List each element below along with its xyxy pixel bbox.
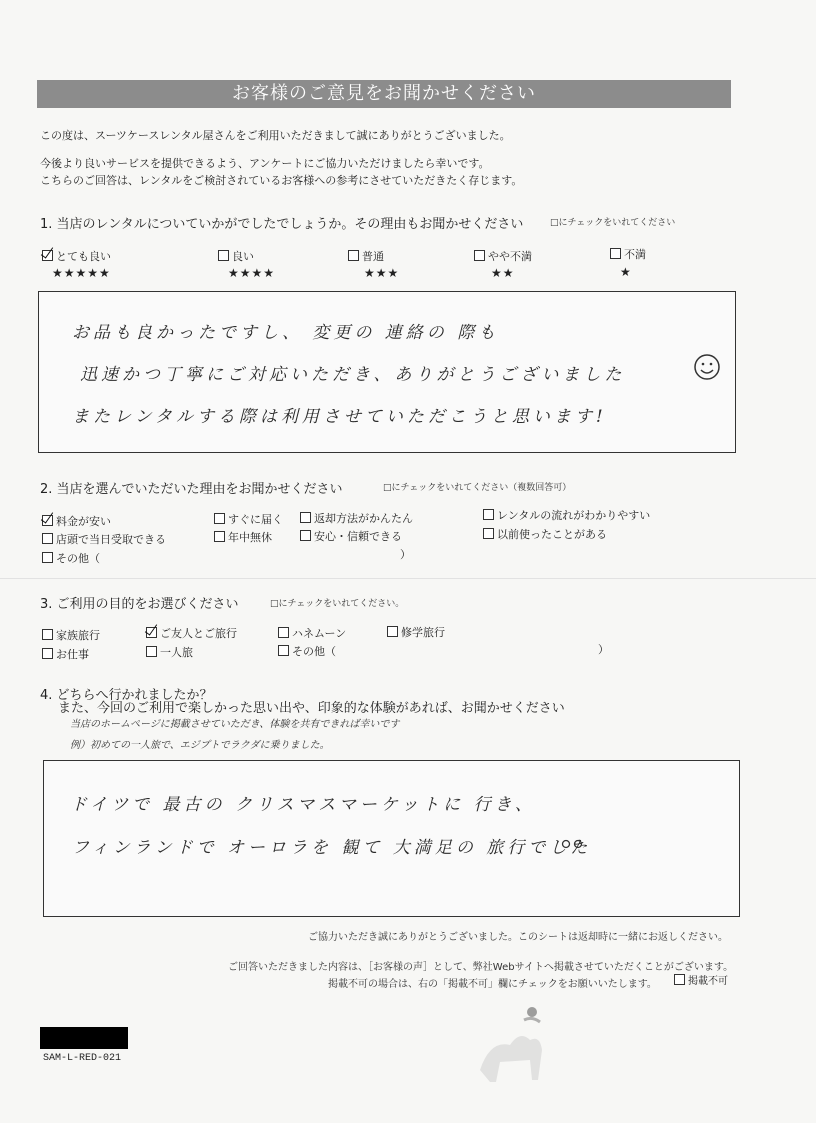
checkbox-icon[interactable] <box>387 626 398 637</box>
intro-line-2: 今後より良いサービスを提供できるよう、アンケートにご協力いただけましたら幸いです。 <box>40 157 490 170</box>
checkbox-icon[interactable] <box>218 250 229 261</box>
q4-answer-line-2: フィンランドで オーロラを 観て 大満足の 旅行でした <box>72 838 592 858</box>
fold-line <box>0 578 816 579</box>
checkbox-icon[interactable] <box>483 509 494 520</box>
q3-option-honeymoon[interactable]: ハネムーン <box>278 625 346 641</box>
checkbox-icon[interactable] <box>610 248 621 259</box>
checkbox-icon[interactable] <box>42 552 53 563</box>
q1-option-very-good[interactable]: とても良い <box>42 248 111 264</box>
q1-option-somewhat-dissatisfied[interactable]: やや不満 <box>474 248 532 264</box>
checkbox-checked-icon[interactable] <box>42 250 53 261</box>
q2-option-other[interactable]: その他（ <box>42 550 100 566</box>
q2-option-same-day-pickup[interactable]: 店頭で当日受取できる <box>42 531 166 547</box>
q4-question-line-1: 4. どちらへ行かれましたか？ <box>40 688 213 703</box>
doodle-icon <box>560 836 586 855</box>
q1-note: □にチェックをいれてください <box>550 218 676 228</box>
q3-option-other[interactable]: その他（ <box>278 643 336 659</box>
q1-answer-line-3: またレンタルする際は利用させていただこうと思います! <box>72 407 607 427</box>
footer-line-1: ご回答いただきました内容は、［お客様の声］として、弊社Webサイトへ掲載させていただくことがございます。 <box>228 962 734 973</box>
q2-option-open-all-year[interactable]: 年中無休 <box>214 529 272 545</box>
q1-option-average[interactable]: 普通 <box>348 248 384 264</box>
checkbox-icon[interactable] <box>483 528 494 539</box>
q1-stars-4: ★★★★ <box>228 266 276 280</box>
checkbox-icon[interactable] <box>278 645 289 656</box>
q2-option-fast-delivery[interactable]: すぐに届く <box>214 511 283 527</box>
q3-question: 3. ご利用の目的をお選びください <box>40 597 239 612</box>
q1-stars-3: ★★★ <box>364 266 400 280</box>
checkbox-icon[interactable] <box>474 250 485 261</box>
q4-question-line-2: また、今回のご利用で楽しかった思い出や、印象的な体験があれば、お聞かせください <box>58 701 565 716</box>
q3-option-school-trip[interactable]: 修学旅行 <box>387 624 445 640</box>
q1-stars-5: ★★★★★ <box>52 266 111 280</box>
q1-question: 1. 当店のレンタルについていかがでしたでしょうか。その理由もお聞かせください <box>40 217 524 232</box>
q2-option-cheap[interactable]: 料金が安い <box>42 513 111 529</box>
checkbox-icon[interactable] <box>348 250 359 261</box>
q1-stars-2: ★★ <box>491 266 515 280</box>
q3-other-close-paren: ） <box>598 643 609 656</box>
q4-answer-line-1: ドイツで 最古の クリスマスマーケットに 行き、 <box>70 795 536 815</box>
q4-note-1: 当店のホームページに掲載させていただき、体験を共有できれば幸いです <box>70 719 400 730</box>
checkbox-icon[interactable] <box>674 974 685 985</box>
q2-other-close-paren: ） <box>400 548 411 561</box>
q2-option-used-before[interactable]: 以前使ったことがある <box>483 526 607 542</box>
q1-option-good[interactable]: 良い <box>218 248 254 264</box>
checkbox-icon[interactable] <box>42 629 53 640</box>
checkbox-checked-icon[interactable] <box>42 515 53 526</box>
redaction-block <box>40 1027 128 1049</box>
q1-option-dissatisfied[interactable]: 不満 <box>610 246 646 262</box>
q2-option-trustworthy[interactable]: 安心・信頼できる <box>300 528 402 544</box>
checkbox-icon[interactable] <box>146 646 157 657</box>
q3-option-business[interactable]: お仕事 <box>42 646 89 662</box>
smiley-icon <box>692 352 722 386</box>
q4-note-2: 例）初めての一人旅で、エジプトでラクダに乗りました。 <box>70 740 330 751</box>
checkbox-icon[interactable] <box>42 533 53 544</box>
checkbox-icon[interactable] <box>278 627 289 638</box>
checkbox-icon[interactable] <box>300 512 311 523</box>
checkbox-checked-icon[interactable] <box>146 627 157 638</box>
survey-title: お客様のご意見をお聞かせください <box>37 80 731 108</box>
q1-answer-line-1: お品も良かったですし、 変更の 連絡の 際も <box>72 323 500 343</box>
camel-logo-icon <box>470 1000 550 1090</box>
q3-option-friends-trip[interactable]: ご友人とご旅行 <box>146 625 237 641</box>
no-publish-option[interactable]: 掲載不可 <box>674 972 728 987</box>
q1-answer-line-2: 迅速かつ丁寧にご対応いただき、ありがとうございました <box>80 365 626 385</box>
q3-option-family-trip[interactable]: 家族旅行 <box>42 627 100 643</box>
q3-option-solo-trip[interactable]: 一人旅 <box>146 644 193 660</box>
checkbox-icon[interactable] <box>214 513 225 524</box>
intro-line-3: こちらのご回答は、レンタルをご検討されているお客様への参考にさせていただきたく存じます。 <box>40 174 523 187</box>
form-code: SAM-L-RED-021 <box>43 1053 122 1064</box>
company-logo <box>470 1000 740 1090</box>
q2-option-easy-flow[interactable]: レンタルの流れがわかりやすい <box>483 507 650 523</box>
checkbox-icon[interactable] <box>42 648 53 659</box>
q2-question: 2. 当店を選んでいただいた理由をお聞かせください <box>40 482 343 497</box>
footer-thanks: ご協力いただき誠にありがとうございました。このシートは返却時に一緒にお返しください。 <box>308 932 728 943</box>
q1-stars-1: ★ <box>620 265 632 279</box>
checkbox-icon[interactable] <box>300 530 311 541</box>
intro-line-1: この度は、スーツケースレンタル屋さんをご利用いただきまして誠にありがとうございました。 <box>40 129 511 142</box>
checkbox-icon[interactable] <box>214 531 225 542</box>
q3-note: □にチェックをいれてください。 <box>270 599 405 609</box>
q2-note: □にチェックをいれてください（複数回答可） <box>383 483 572 493</box>
q2-option-easy-return[interactable]: 返却方法がかんたん <box>300 510 413 526</box>
footer-line-2: 掲載不可の場合は、右の「掲載不可」欄にチェックをお願いいたします。 <box>328 979 657 990</box>
